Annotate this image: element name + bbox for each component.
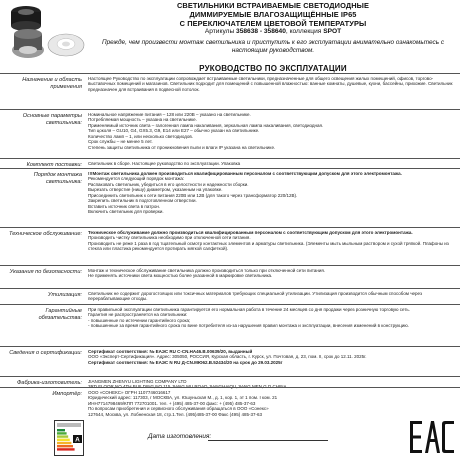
section-label: Фабрика-изготовитель: bbox=[16, 380, 82, 386]
section-label: Сведения о сертификации: bbox=[9, 350, 82, 356]
section-line: !!!Монтаж светильника должен производиться квалифицированным персоналом с соответствующим допуском для этого электромонтажа. bbox=[88, 170, 402, 176]
energy-bar bbox=[57, 435, 68, 437]
section-line: JIANGMEN ZHENYU LIGHTING COMPANY LTD bbox=[88, 378, 187, 384]
manufacture-date-line bbox=[208, 440, 328, 441]
energy-class-value: A bbox=[75, 436, 80, 444]
section-line: ИНН7714798469/КПП 772701001. тел. + (495) 485-37-00 факс: + (495) 485-37-63 bbox=[88, 400, 256, 406]
articles-line bbox=[90, 28, 456, 36]
section-line: При правильной эксплуатации светильника гарантируется его нормальная работа в течение 24 месяцев со дня продажи через розничную торговую сеть. bbox=[88, 306, 411, 312]
section-line: По вопросам приобретения и сервисного обслуживания обращаться в ООО «Сонекс» bbox=[88, 406, 269, 411]
title-line-1: СВЕТИЛЬНИКИ ВСТРАИВАЕМЫЕ СВЕТОДИОДНЫЕ bbox=[177, 1, 369, 10]
section-label: Указания по безопасности: bbox=[9, 269, 82, 275]
section-line: Светильник не содержит дорогостоящих или токсичных материалов требующих специальной утилизации. Утилизация производится обычным способом через перерабатывающие отходы. bbox=[88, 290, 423, 301]
section-text bbox=[88, 171, 456, 215]
section-text bbox=[88, 161, 456, 167]
manufacture-date-label: Дата изготовления: bbox=[148, 433, 212, 440]
section-line: Закрепить светильник в подготовленном отверстии. bbox=[88, 198, 197, 203]
section-text bbox=[88, 390, 456, 418]
articles-prefix: Артикулы bbox=[204, 28, 235, 35]
collection-value: SPOT bbox=[323, 28, 342, 35]
spotlight-photo-white bbox=[48, 34, 84, 56]
section-line: Количество ламп – 1, или несколько светодиодов. bbox=[88, 133, 194, 139]
title-line-3: С ПЕРЕКЛЮЧАТЕЛЕМ ЦВЕТОВОЙ ТЕМПЕРАТУРЫ bbox=[179, 19, 367, 28]
energy-bar bbox=[57, 429, 65, 431]
section-line: Не применять источники света мощностью более указанной в маркировке светильника. bbox=[88, 273, 273, 278]
section-line: Производить не реже 1 раза в год тщательный осмотр контактных элементов и арматуры светильника. (Элементы мыть мыльным раствором и сухой тряпкой. Плафоны из стекла или пластика рекомендуется протирать мягкой салфеткой). bbox=[88, 240, 449, 251]
guide-title: РУКОВОДСТВО ПО ЭКСПЛУАТАЦИИ bbox=[199, 64, 347, 73]
section-line: ООО «Эксперт-Сертификация». Адрес: 305050, РОССИЯ, Курская область, г. Курск, ул. Почтовая, д. 23, пом. II, срок до 12.11. 2025г. bbox=[88, 354, 367, 359]
energy-bar bbox=[57, 442, 71, 444]
section-line: 3RD FLOOR,NO.4TH BUILDING,NO.115 JIANG MU ROAD,JIANGHAIQU,JIANG MEN,G.D CHINA bbox=[88, 384, 287, 389]
section-line: 127644, Москва, ул. Лобненская 18, стр.1.Тел. (495)485-37-00 Факс (495) 485-37-63 bbox=[88, 411, 262, 417]
section-text bbox=[88, 291, 456, 302]
section-row bbox=[0, 304, 460, 347]
section-text bbox=[88, 112, 456, 151]
title-block bbox=[90, 1, 456, 36]
section-line: Юридический адрес: 117303, г МОСКВА, ул. Юшуньская М., д. 1, кор. 1, эт 1 пом. I ком. 21 bbox=[88, 395, 278, 400]
section-label: Назначение и область применения bbox=[22, 77, 82, 90]
section-label: Утилизация: bbox=[47, 292, 82, 298]
section-row bbox=[0, 265, 460, 289]
section-line: Светильник в сборе. Настоящее руководство по эксплуатации. Упаковка bbox=[88, 160, 241, 166]
product-photos bbox=[6, 2, 88, 62]
collection-prefix: , коллекция bbox=[285, 28, 322, 35]
section-line: Тип цоколя – GU10, G4, GX5.3, G9, E14 или E27 – обычно указан на светильнике. bbox=[88, 128, 260, 133]
energy-bar bbox=[57, 448, 75, 450]
energy-bar bbox=[57, 445, 73, 447]
section-row bbox=[0, 288, 460, 305]
section-label: Техническое обслуживание: bbox=[9, 231, 82, 237]
section-line: Вырезать отверстие (нишу) диаметром, указанным на упаковке. bbox=[88, 187, 223, 192]
spotlight-photo-silver bbox=[12, 29, 44, 58]
energy-bar bbox=[57, 432, 67, 434]
section-line: Монтаж и техническое обслуживание светильника должно производиться только при отключенной сети питания. bbox=[88, 267, 326, 273]
section-label: Импортёр: bbox=[52, 391, 82, 397]
energy-header-band bbox=[57, 423, 81, 427]
section-text bbox=[88, 268, 456, 279]
section-line: Сертификат соответствия: № ЕАЭС N RU Д-CN.МЮ62.В.52434/20 на срок до 29.03.2025г bbox=[88, 359, 283, 365]
section-line: Гарантия не распространяется на светильники: bbox=[88, 312, 188, 317]
section-line: Степень защиты светильника от проникновения пыли и влаги IP указана на светильнике. bbox=[88, 144, 276, 150]
section-line: Сертификат соответствия: № ЕАЭС RU С-CN.НА46.В.00639/20, выданный bbox=[88, 348, 253, 354]
section-text bbox=[88, 230, 456, 252]
warning-note: Прежде, чем произвести монтаж светильника и приступить к его эксплуатации внимательно ознакомьтесь с настоящим руководством. bbox=[101, 39, 445, 54]
section-row bbox=[0, 387, 460, 420]
section-row bbox=[0, 73, 460, 110]
section-line: Вставить источник света в патрон. bbox=[88, 203, 161, 209]
section-line: Распаковать светильник, убедиться в его целостности и надежности сборки. bbox=[88, 181, 249, 187]
section-line: - повышенные по истечении гарантийного срока; bbox=[88, 317, 191, 323]
section-line: Потребляемая мощность – указана на светильнике. bbox=[88, 117, 197, 122]
section-line: Настоящее Руководство по эксплуатации сопровождает встраиваемые светильники, предназначенные для общего освещения жилых помещений, офисов, торгово-выставочных помещений и магазинов. Светильник подходит для помещений с повышенной влажностью: ванные комнаты, душевые, кухни, бассейны, прихожие. Светильник предназначен для встраивания в подвесной потолок. bbox=[88, 75, 453, 92]
section-label: Порядок монтажа светильника: bbox=[33, 172, 82, 185]
section-line: Производить чистку светильника необходимо при отключенной сети питания. bbox=[88, 235, 251, 240]
section-line: Применяемый источник света – галогенная лампа накаливания, зеркальная лампа накаливания, светодиодная. bbox=[88, 122, 324, 128]
section-line: Присоединить светильник к сети питания 220В или 12В (для такого через трансформатор 220/12В). bbox=[88, 192, 298, 198]
articles-value: 358638 - 358640 bbox=[236, 28, 286, 35]
section-text bbox=[88, 307, 456, 329]
section-text bbox=[88, 76, 456, 93]
section-line: Техническое обслуживание должно производиться квалифицированным персоналом с соответствующим допуском для этого электромонтажа. bbox=[88, 229, 413, 235]
section-line: Рекомендуется следующий порядок монтажа: bbox=[88, 176, 185, 181]
eac-mark-icon bbox=[410, 421, 454, 453]
section-text bbox=[88, 349, 456, 366]
spotlight-photo-black bbox=[11, 6, 41, 31]
section-line: - повышенные за время гарантийного срока по вине потребителя из-за нарушения правил монтажа и эксплуатации, внесения изменений в конструкцию. bbox=[88, 323, 409, 328]
section-row bbox=[0, 227, 460, 266]
section-label: Гарантийные обязательства: bbox=[38, 308, 82, 321]
section-row bbox=[0, 346, 460, 377]
energy-bar bbox=[57, 439, 70, 441]
section-row bbox=[0, 168, 460, 228]
title-line-2: ДИММИРУЕМЫЕ ВЛАГОЗАЩИЩЁННЫЕ IP65 bbox=[189, 10, 357, 19]
energy-label-icon bbox=[54, 420, 84, 456]
section-row bbox=[0, 109, 460, 159]
section-line: ООО «СОНЕКС» ОГРН 1107746016617 bbox=[88, 389, 171, 395]
section-line: Включить светильник для проверки. bbox=[88, 209, 164, 214]
section-label: Комплект поставки: bbox=[26, 162, 82, 168]
section-line: Срок службы – не менее 5 лет. bbox=[88, 139, 153, 144]
section-label: Основные параметры светильника: bbox=[22, 113, 82, 126]
section-line: Номинальное напряжение питания – 128 или 220В – указано на светильнике. bbox=[88, 111, 251, 117]
